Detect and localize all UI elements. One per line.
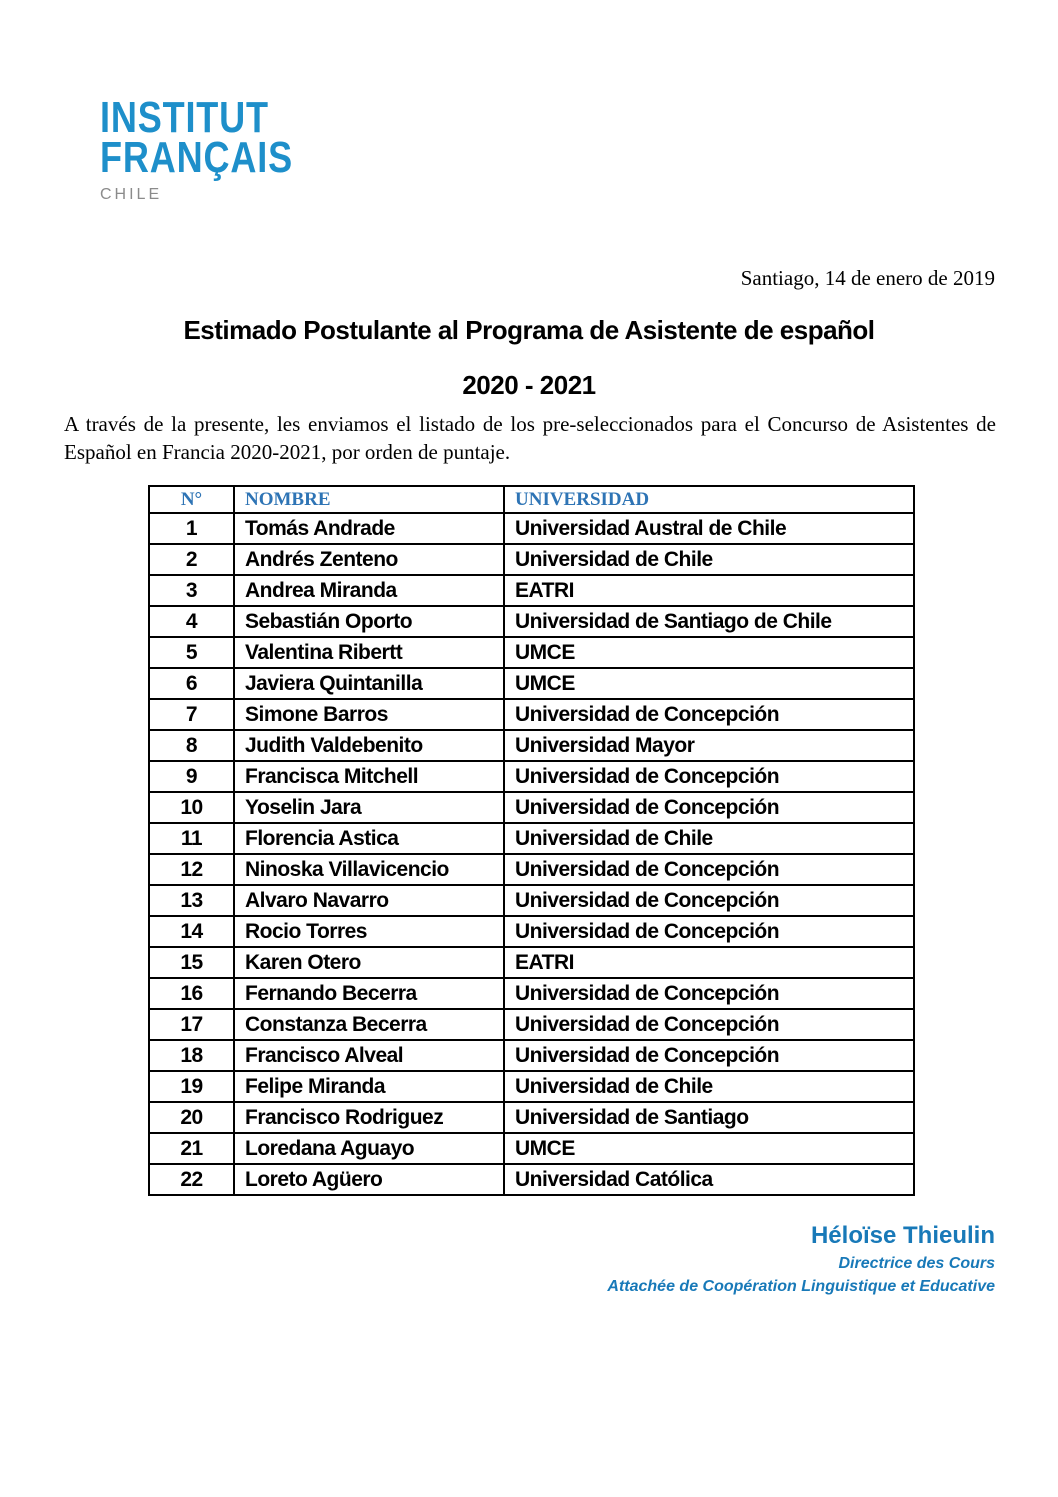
row-number-cell: 15 [149, 947, 234, 978]
row-number-cell: 4 [149, 606, 234, 637]
row-number-cell: 2 [149, 544, 234, 575]
universidad-cell: UMCE [504, 668, 914, 699]
row-number-cell: 14 [149, 916, 234, 947]
universidad-cell: Universidad de Concepción [504, 699, 914, 730]
table-row [149, 916, 914, 947]
nombre-cell: Andrea Miranda [234, 575, 504, 606]
nombre-cell: Rocio Torres [234, 916, 504, 947]
universidad-cell: Universidad de Chile [504, 823, 914, 854]
universidad-cell: EATRI [504, 575, 914, 606]
row-number-cell: 5 [149, 637, 234, 668]
table-row [149, 606, 914, 637]
universidad-cell: Universidad de Concepción [504, 854, 914, 885]
nombre-cell: Felipe Miranda [234, 1071, 504, 1102]
table-row [149, 730, 914, 761]
universidad-cell: Universidad de Santiago [504, 1102, 914, 1133]
table-row [149, 761, 914, 792]
row-number-cell: 17 [149, 1009, 234, 1040]
table-row [149, 1071, 914, 1102]
universidad-cell: Universidad de Concepción [504, 916, 914, 947]
table-row [149, 668, 914, 699]
table-row [149, 544, 914, 575]
table-row [149, 978, 914, 1009]
signatory-role-2: Attachée de Coopération Linguistique et Educative [607, 1278, 995, 1295]
nombre-cell: Fernando Becerra [234, 978, 504, 1009]
nombre-cell: Ninoska Villavicencio [234, 854, 504, 885]
nombre-cell: Alvaro Navarro [234, 885, 504, 916]
row-number-cell: 11 [149, 823, 234, 854]
roster-table-body [149, 513, 914, 1195]
nombre-cell: Francisco Alveal [234, 1040, 504, 1071]
nombre-cell: Javiera Quintanilla [234, 668, 504, 699]
row-number-cell: 19 [149, 1071, 234, 1102]
header-cell-universidad: UNIVERSIDAD [504, 486, 914, 513]
table-row [149, 699, 914, 730]
table-row [149, 792, 914, 823]
header-cell-nombre: NOMBRE [234, 486, 504, 513]
roster-table-head [149, 486, 914, 513]
signatory-role-1: Directrice des Cours [838, 1255, 995, 1272]
universidad-cell: Universidad de Concepción [504, 761, 914, 792]
logo-line-institut: INSTITUT [100, 93, 269, 142]
table-row [149, 513, 914, 544]
document-title: Estimado Postulante al Programa de Asistente de español [183, 315, 875, 345]
row-number-cell: 16 [149, 978, 234, 1009]
table-row [149, 823, 914, 854]
universidad-cell: Universidad de Concepción [504, 792, 914, 823]
nombre-cell: Andrés Zenteno [234, 544, 504, 575]
signatory-name: Héloïse Thieulin [810, 1222, 995, 1249]
table-row [149, 854, 914, 885]
table-row [149, 1040, 914, 1071]
universidad-cell: Universidad de Concepción [504, 978, 914, 1009]
row-number-cell: 1 [149, 513, 234, 544]
universidad-cell: Universidad Mayor [504, 730, 914, 761]
universidad-cell: Universidad de Concepción [504, 1009, 914, 1040]
row-number-cell: 13 [149, 885, 234, 916]
table-row [149, 1009, 914, 1040]
row-number-cell: 7 [149, 699, 234, 730]
row-number-cell: 12 [149, 854, 234, 885]
document-subtitle: 2020 - 2021 [462, 370, 596, 400]
nombre-cell: Loredana Aguayo [234, 1133, 504, 1164]
nombre-cell: Sebastián Oporto [234, 606, 504, 637]
nombre-cell: Yoselin Jara [234, 792, 504, 823]
header-row [149, 486, 914, 513]
row-number-cell: 10 [149, 792, 234, 823]
nombre-cell: Loreto Agüero [234, 1164, 504, 1195]
nombre-cell: Florencia Astica [234, 823, 504, 854]
nombre-cell: Valentina Ribertt [234, 637, 504, 668]
nombre-cell: Constanza Becerra [234, 1009, 504, 1040]
row-number-cell: 21 [149, 1133, 234, 1164]
logo-country-label: CHILE [100, 186, 163, 203]
row-number-cell: 9 [149, 761, 234, 792]
table-row [149, 1133, 914, 1164]
universidad-cell: Universidad de Chile [504, 544, 914, 575]
universidad-cell: Universidad Católica [504, 1164, 914, 1195]
universidad-cell: UMCE [504, 1133, 914, 1164]
row-number-cell: 8 [149, 730, 234, 761]
universidad-cell: Universidad de Concepción [504, 1040, 914, 1071]
row-number-cell: 3 [149, 575, 234, 606]
institut-francais-logo [100, 93, 335, 204]
nombre-cell: Judith Valdebenito [234, 730, 504, 761]
nombre-cell: Karen Otero [234, 947, 504, 978]
nombre-cell: Francisca Mitchell [234, 761, 504, 792]
row-number-cell: 20 [149, 1102, 234, 1133]
logo-line-francais: FRANÇAIS [100, 133, 293, 182]
universidad-cell: Universidad de Concepción [504, 885, 914, 916]
table-row [149, 637, 914, 668]
candidate-roster-table [148, 485, 915, 1196]
universidad-cell: Universidad Austral de Chile [504, 513, 914, 544]
row-number-cell: 18 [149, 1040, 234, 1071]
universidad-cell: Universidad de Santiago de Chile [504, 606, 914, 637]
table-row [149, 885, 914, 916]
signature-block [607, 1222, 995, 1298]
intro-paragraph: A través de la presente, les enviamos el listado de los pre-seleccionados para el Concurso de Asistentes de Español en Francia 2020-2021, por orden de puntaje. [64, 412, 996, 464]
nombre-cell: Tomás Andrade [234, 513, 504, 544]
header-cell-numero: N° [149, 486, 234, 513]
table-row [149, 575, 914, 606]
row-number-cell: 22 [149, 1164, 234, 1195]
table-row [149, 1102, 914, 1133]
universidad-cell: Universidad de Chile [504, 1071, 914, 1102]
table-row [149, 1164, 914, 1195]
row-number-cell: 6 [149, 668, 234, 699]
universidad-cell: EATRI [504, 947, 914, 978]
table-row [149, 947, 914, 978]
date-line: Santiago, 14 de enero de 2019 [740, 266, 995, 290]
nombre-cell: Simone Barros [234, 699, 504, 730]
nombre-cell: Francisco Rodriguez [234, 1102, 504, 1133]
universidad-cell: UMCE [504, 637, 914, 668]
